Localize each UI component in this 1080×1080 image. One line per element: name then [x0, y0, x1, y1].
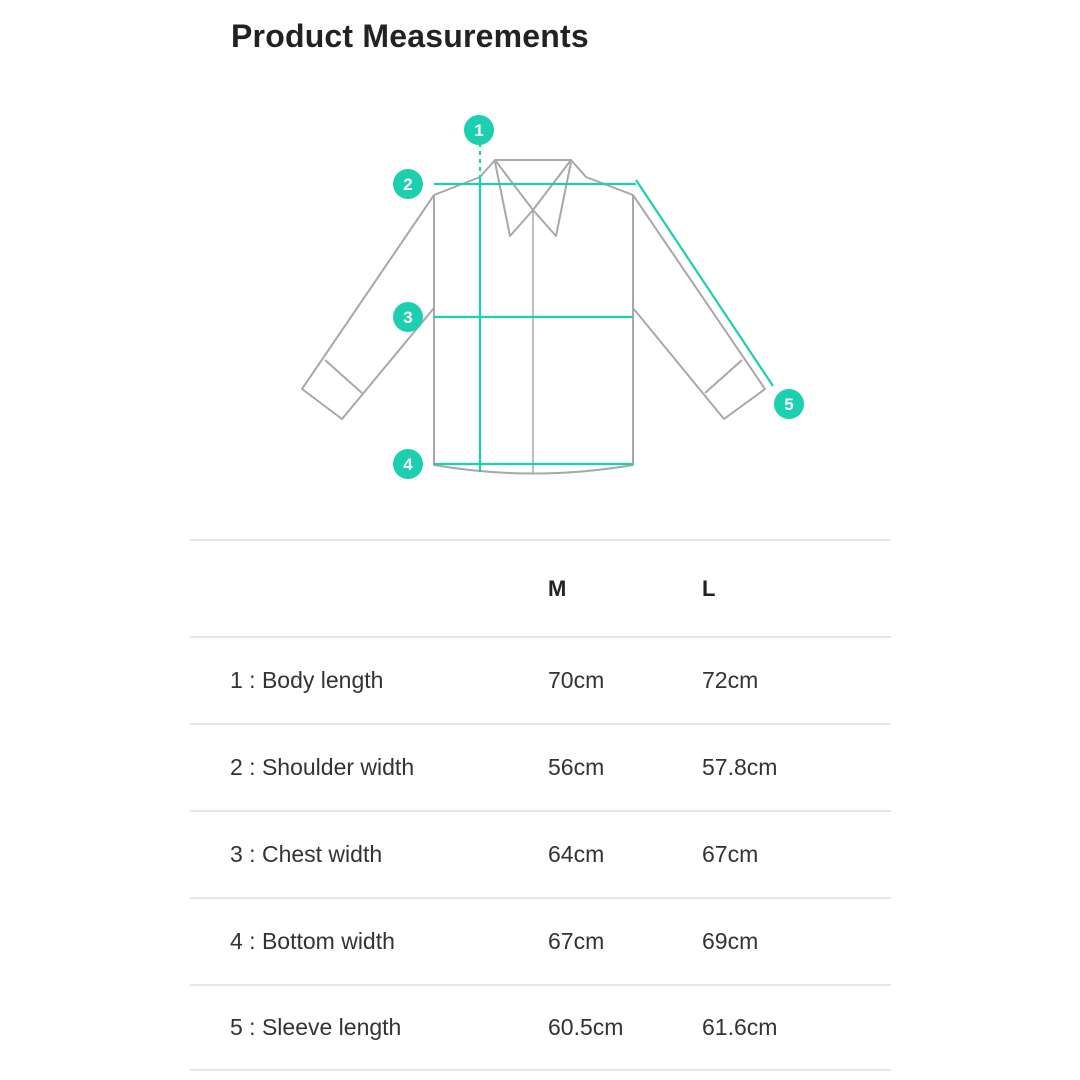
row-label: 3 : Chest width: [230, 841, 383, 867]
row-value-m: 67cm: [548, 928, 605, 954]
page-title: Product Measurements: [231, 18, 589, 54]
marker-4-label: 4: [403, 455, 413, 474]
row-value-l: 61.6cm: [702, 1014, 778, 1040]
table-row: [190, 984, 891, 1071]
row-value-l: 69cm: [702, 928, 759, 954]
row-label: 1 : Body length: [230, 667, 384, 693]
marker-1-label: 1: [474, 121, 484, 140]
row-value-l: 72cm: [702, 667, 759, 693]
table-row: [190, 810, 891, 897]
marker-5-label: 5: [784, 395, 794, 414]
row-label: 4 : Bottom width: [230, 928, 395, 954]
table-row: [190, 636, 891, 723]
header-size-l: L: [702, 575, 716, 601]
row-label: 5 : Sleeve length: [230, 1014, 402, 1040]
sleeve-length-line: [636, 180, 773, 386]
right-sleeve-outline: [633, 195, 765, 419]
right-cuff-line: [705, 360, 742, 393]
table-header-row: [190, 539, 891, 636]
marker-3-label: 3: [403, 308, 413, 327]
measurement-table: [190, 539, 891, 1071]
row-value-m: 64cm: [548, 841, 605, 867]
left-cuff-line: [325, 360, 362, 393]
marker-5: [774, 389, 804, 419]
row-value-l: 57.8cm: [702, 754, 778, 780]
table-row: [190, 897, 891, 984]
collar-left-flap: [495, 162, 533, 236]
table-row: [190, 723, 891, 810]
collar-right-flap: [533, 162, 571, 236]
header-size-m: M: [548, 575, 567, 601]
shirt-measurement-diagram: [0, 0, 1080, 520]
row-value-l: 67cm: [702, 841, 759, 867]
marker-2-label: 2: [403, 175, 413, 194]
shoulder-outline: [434, 160, 633, 195]
marker-4: [393, 449, 423, 479]
row-value-m: 60.5cm: [548, 1014, 624, 1040]
marker-1: [464, 115, 494, 145]
marker-3: [393, 302, 423, 332]
row-value-m: 70cm: [548, 667, 605, 693]
row-label: 2 : Shoulder width: [230, 754, 415, 780]
measurement-lines: [434, 143, 773, 472]
row-value-m: 56cm: [548, 754, 605, 780]
marker-2: [393, 169, 423, 199]
